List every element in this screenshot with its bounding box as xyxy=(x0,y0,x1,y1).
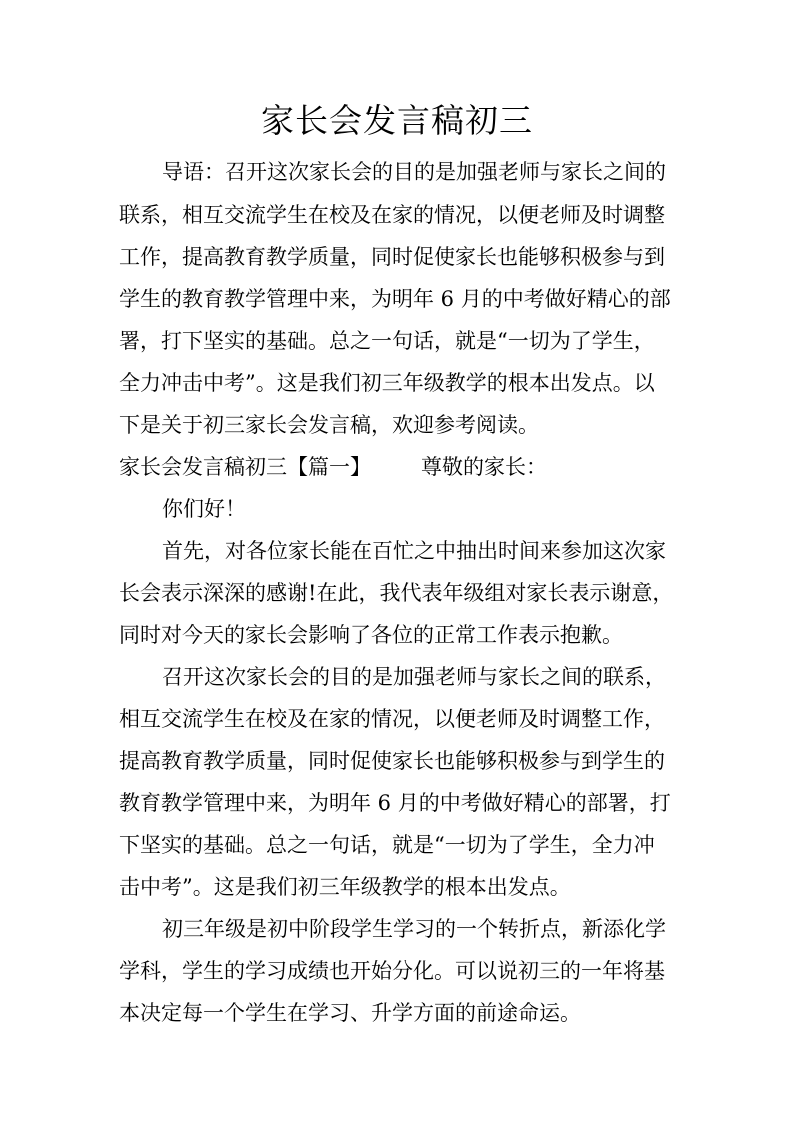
paragraph1-line: 首先，对各位家长能在百忙之中抽出时间来参加这次家 xyxy=(162,539,666,563)
paragraph2-line: 提高教育教学质量，同时促使家长也能够积极参与到学生的 xyxy=(119,749,665,773)
paragraph2-line: 召开这次家长会的目的是加强老师与家长之间的联系， xyxy=(162,665,666,689)
document-title: 家长会发言稿初三 xyxy=(261,101,533,140)
paragraph2-line: 击中考”。这是我们初三年级教学的根本出发点。 xyxy=(119,875,571,899)
intro-line: 导语：召开这次家长会的目的是加强老师与家长之间的 xyxy=(162,160,666,184)
paragraph2-line: 下坚实的基础。总之一句话，就是“一切为了学生，全力冲 xyxy=(119,833,655,857)
section-heading: 家长会发言稿初三【篇一】 xyxy=(119,455,371,479)
paragraph1-line: 长会表示深深的感谢!在此，我代表年级组对家长表示谢意， xyxy=(119,581,674,605)
paragraph3-line: 初三年级是初中阶段学生学习的一个转折点，新添化学 xyxy=(162,917,666,941)
paragraph3-line: 本决定每一个学生在学习、升学方面的前途命运。 xyxy=(119,1001,581,1025)
paragraph1-line: 同时对今天的家长会影响了各位的正常工作表示抱歉。 xyxy=(119,623,623,647)
intro-line: 工作，提高教育教学质量，同时促使家长也能够积极参与到 xyxy=(119,245,665,269)
section-heading-row xyxy=(119,454,547,480)
greeting: 你们好！ xyxy=(162,497,246,521)
paragraph2-line: 相互交流学生在校及在家的情况，以便老师及时调整工作， xyxy=(119,707,665,731)
paragraph2-line: 教育教学管理中来，为明年 6 月的中考做好精心的部署，打 xyxy=(119,791,671,815)
intro-line: 下是关于初三家长会发言稿，欢迎参考阅读。 xyxy=(119,413,539,437)
intro-line: 署，打下坚实的基础。总之一句话，就是“一切为了学生， xyxy=(119,329,655,353)
intro-line: 全力冲击中考”。这是我们初三年级教学的根本出发点。以 xyxy=(119,371,655,395)
intro-line: 联系，相互交流学生在校及在家的情况，以便老师及时调整 xyxy=(119,203,665,227)
intro-line: 学生的教育教学管理中来，为明年 6 月的中考做好精心的部 xyxy=(119,287,671,311)
paragraph3-line: 学科，学生的学习成绩也开始分化。可以说初三的一年将基 xyxy=(119,959,665,983)
salutation: 尊敬的家长： xyxy=(421,455,547,479)
